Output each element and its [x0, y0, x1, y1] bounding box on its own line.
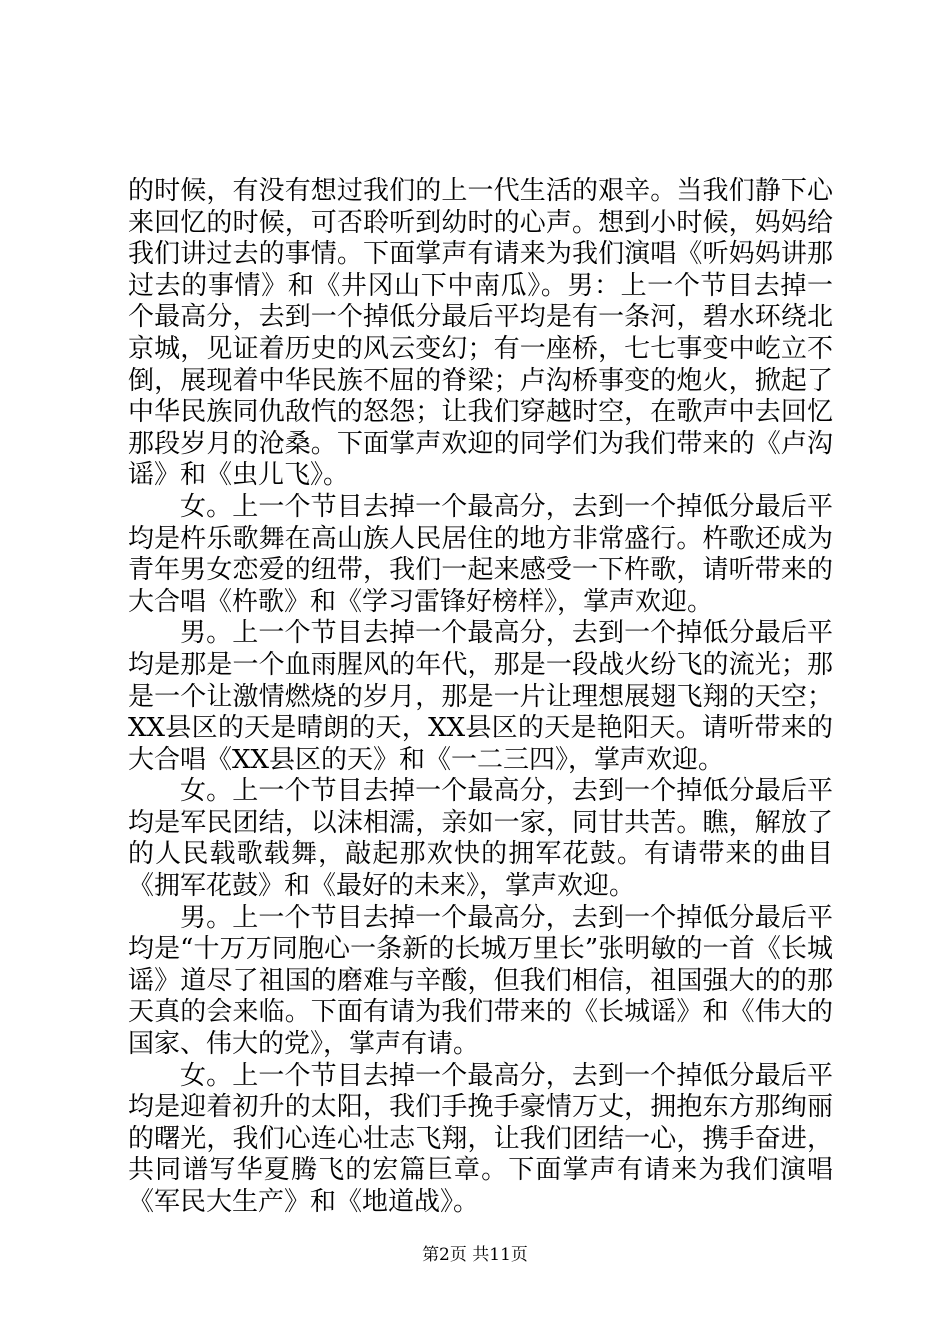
document-body: [128, 176, 833, 1219]
page-number-footer: 第2页 共11页: [422, 1245, 528, 1265]
paragraph-female-host-3: 女。上一个节目去掉一个最高分，去到一个掉低分最后平均是迎着初升的太阳，我们手挽手豪情万丈，拥抱东方那绚丽的曙光，我们心连心壮志飞翔，让我们团结一心，携手奋进，共同谱写华夏腾飞的宏篇巨章。下面掌声有请来为我们演唱《军民大生产》和《地道战》。: [128, 1060, 833, 1217]
paragraph-female-host-2: 女。上一个节目去掉一个最高分，去到一个掉低分最后平均是军民团结，以沫相濡，亲如一家，同甘共苦。瞧，解放了的人民载歌载舞，敲起那欢快的拥军花鼓。有请带来的曲目《拥军花鼓》和《最好的未来》，掌声欢迎。: [128, 776, 833, 902]
paragraph-female-host-1: 女。上一个节目去掉一个最高分，去到一个掉低分最后平均是杵乐歌舞在高山族人民居住的地方非常盛行。杵歌还成为青年男女恋爱的纽带，我们一起来感受一下杵歌，请听带来的大合唱《杵歌》和《学习雷锋好榜样》，掌声欢迎。: [128, 491, 833, 617]
paragraph-male-host-2: 男。上一个节目去掉一个最高分，去到一个掉低分最后平均是“十万万同胞心一条新的长城万里长”张明敏的一首《长城谣》道尽了祖国的磨难与辛酸，但我们相信，祖国强大的的那天真的会来临。下面有请为我们带来的《长城谣》和《伟大的国家、伟大的党》，掌声有请。: [128, 902, 833, 1060]
paragraph-male-host-1: 男。上一个节目去掉一个最高分，去到一个掉低分最后平均是那是一个血雨腥风的年代，那是一段战火纷飞的流光；那是一个让激情燃烧的岁月，那是一片让理想展翅飞翔的天空；XX县区的天是晴朗的天，XX县区的天是艳阳天。请听带来的大合唱《XX县区的天》和《一二三四》，掌声欢迎。: [128, 618, 833, 775]
paragraph-continuation: 的时候，有没有想过我们的上一代生活的艰辛。当我们静下心来回忆的时候，可否聆听到幼时的心声。想到小时候，妈妈给我们讲过去的事情。下面掌声有请来为我们演唱《听妈妈讲那过去的事情》和《井冈山下中南瓜》。男：上一个节目去掉一个最高分，去到一个掉低分最后平均是有一条河，碧水环绕北京城，见证着历史的风云变幻；有一座桥，七七事变中屹立不倒，展现着中华民族不屈的脊梁；卢沟桥事变的炮火，掀起了中华民族同仇敌忾的怒怨；让我们穿越时空，在歌声中去回忆那段岁月的沧桑。下面掌声欢迎的同学们为我们带来的《卢沟谣》和《虫儿飞》。: [128, 176, 833, 491]
